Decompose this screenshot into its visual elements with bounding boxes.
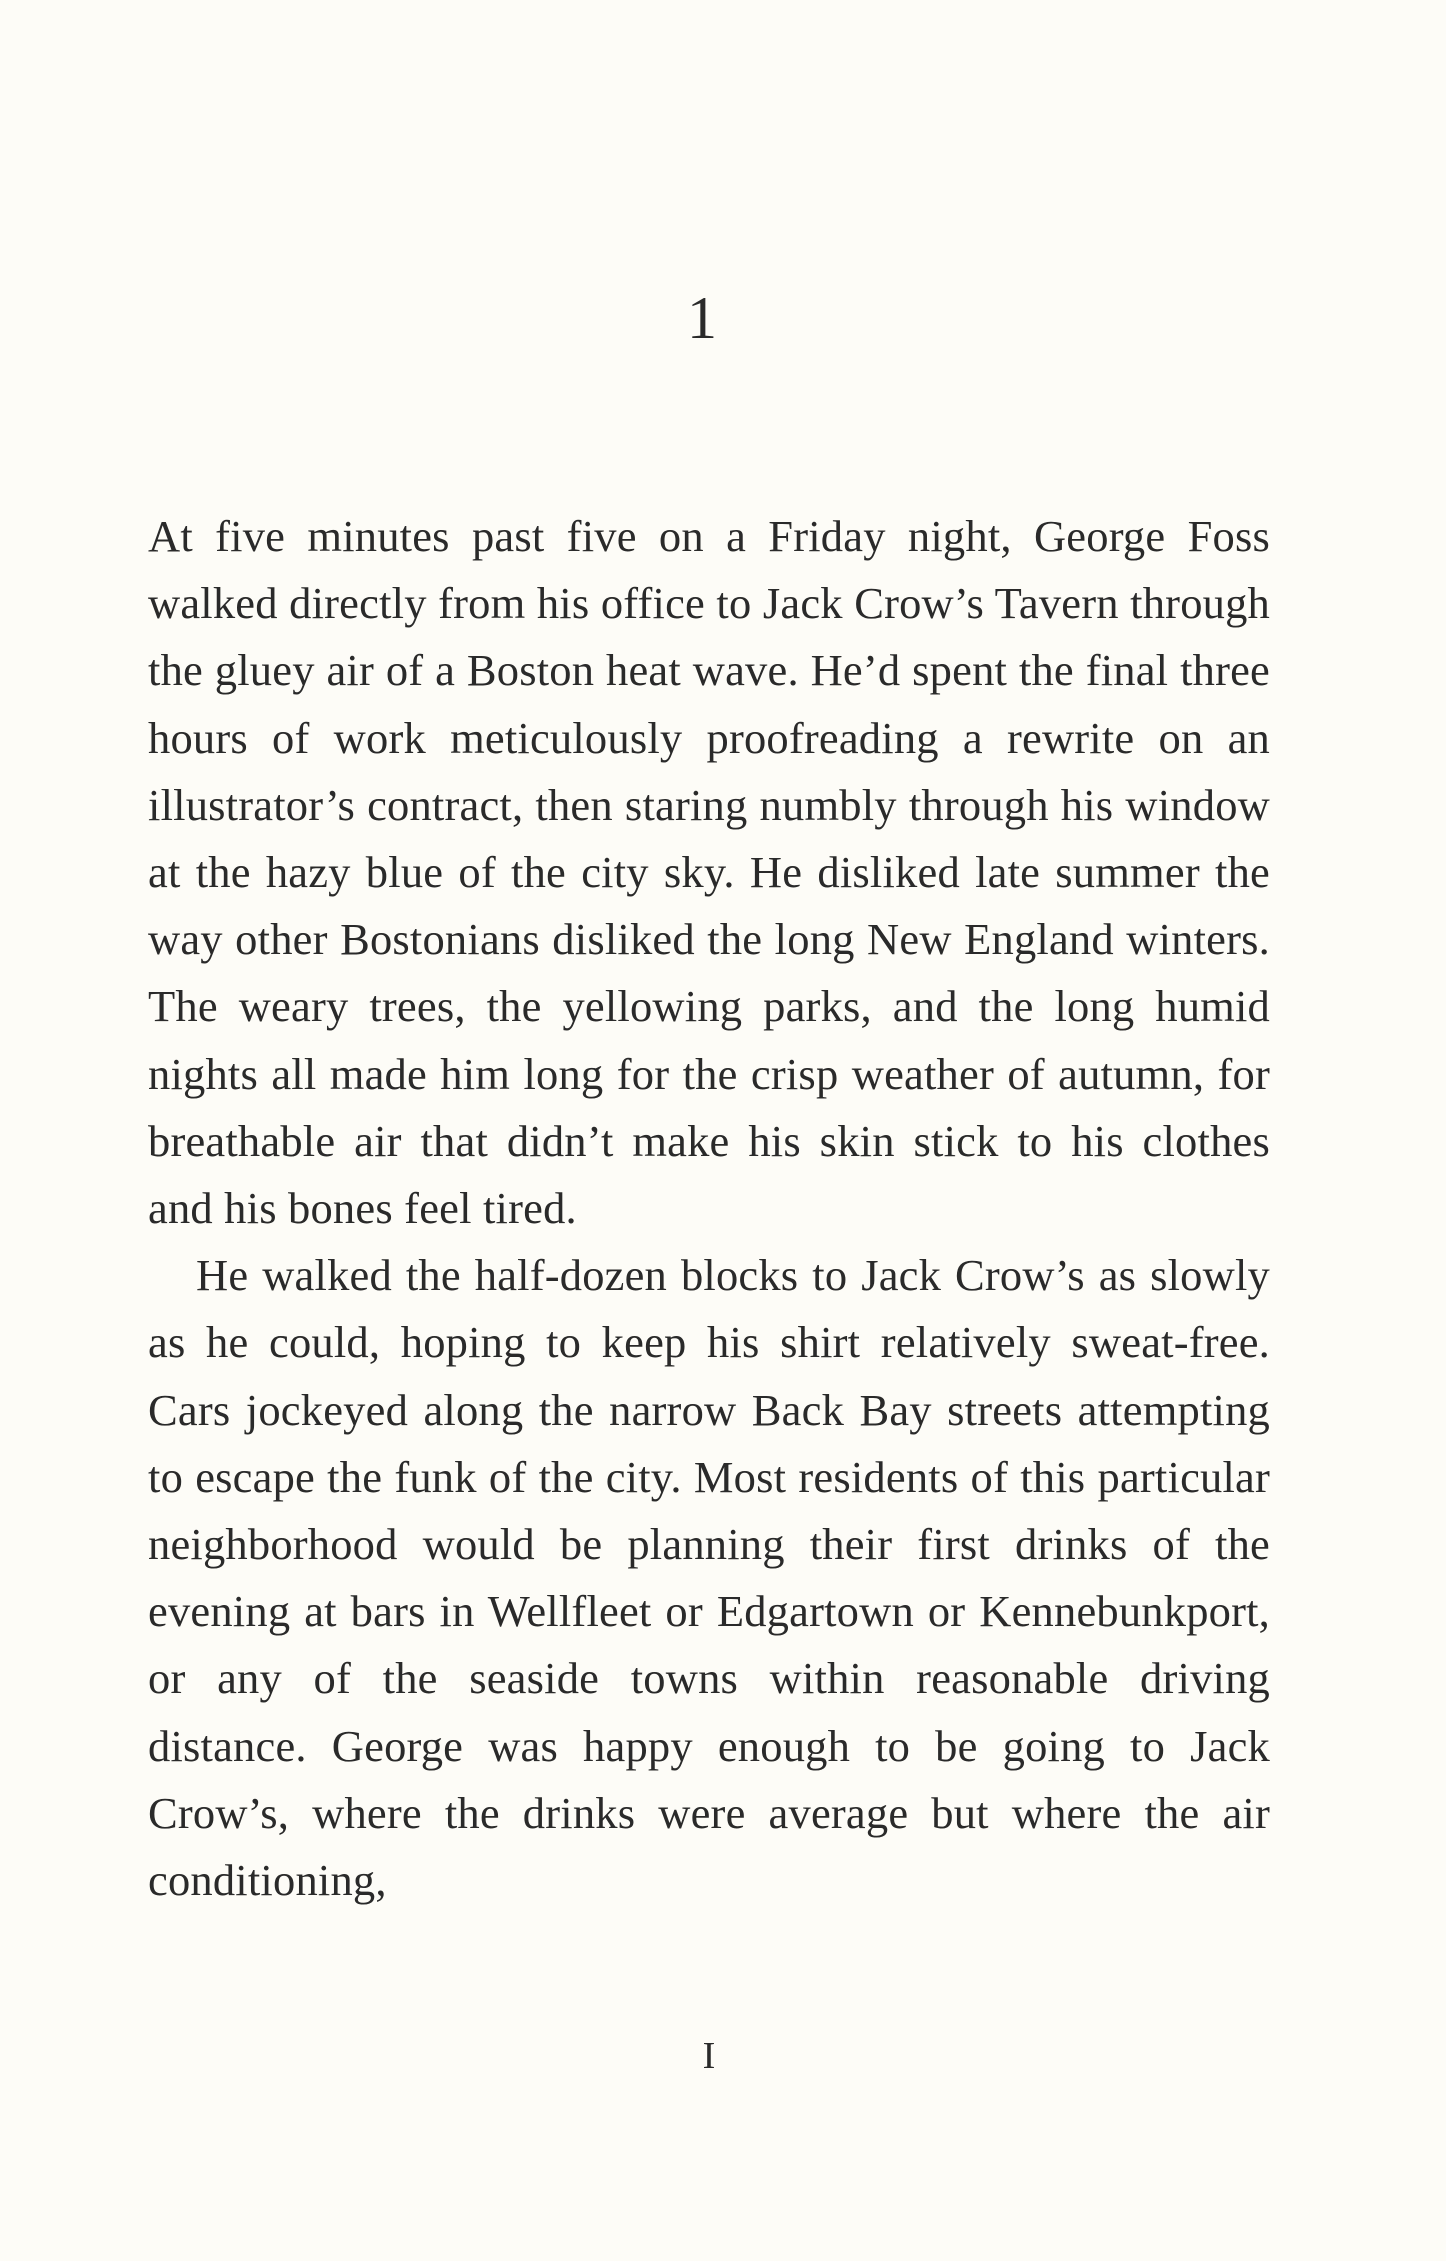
chapter-number: 1	[687, 285, 717, 351]
page-number: I	[702, 2035, 716, 2077]
paragraph-2: He walked the half-dozen blocks to Jack Crow’s as slowly as he could, hoping to keep his shirt relatively sweat-free. Cars jockeyed along the narrow Back Bay streets attempting to escape the funk of the city. Most residents of this particular neighborhood would be planning their first drinks of the evening at bars in Wellfleet or Edgartown or Kennebunkport, or any of the seaside towns within reasonable driving distance. George was happy enough to be going to Jack Crow’s, where the drinks were average but where the air conditioning,	[148, 1250, 1270, 1906]
paragraph-1: At five minutes past five on a Friday night, George Foss walked directly from his office to Jack Crow’s Tavern through the gluey air of a Boston heat wave. He’d spent the final three hours of work meticulously proofreading a rewrite on an illustrator’s contract, then staring numbly through his window at the hazy blue of the city sky. He disliked late summer the way other Bostonians disliked the long New England winters. The weary trees, the yellowing parks, and the long humid nights all made him long for the crisp weather of autumn, for breathable air that didn’t make his skin stick to his clothes and his bones feel tired.	[148, 511, 1270, 1234]
body-text	[148, 503, 1270, 1914]
